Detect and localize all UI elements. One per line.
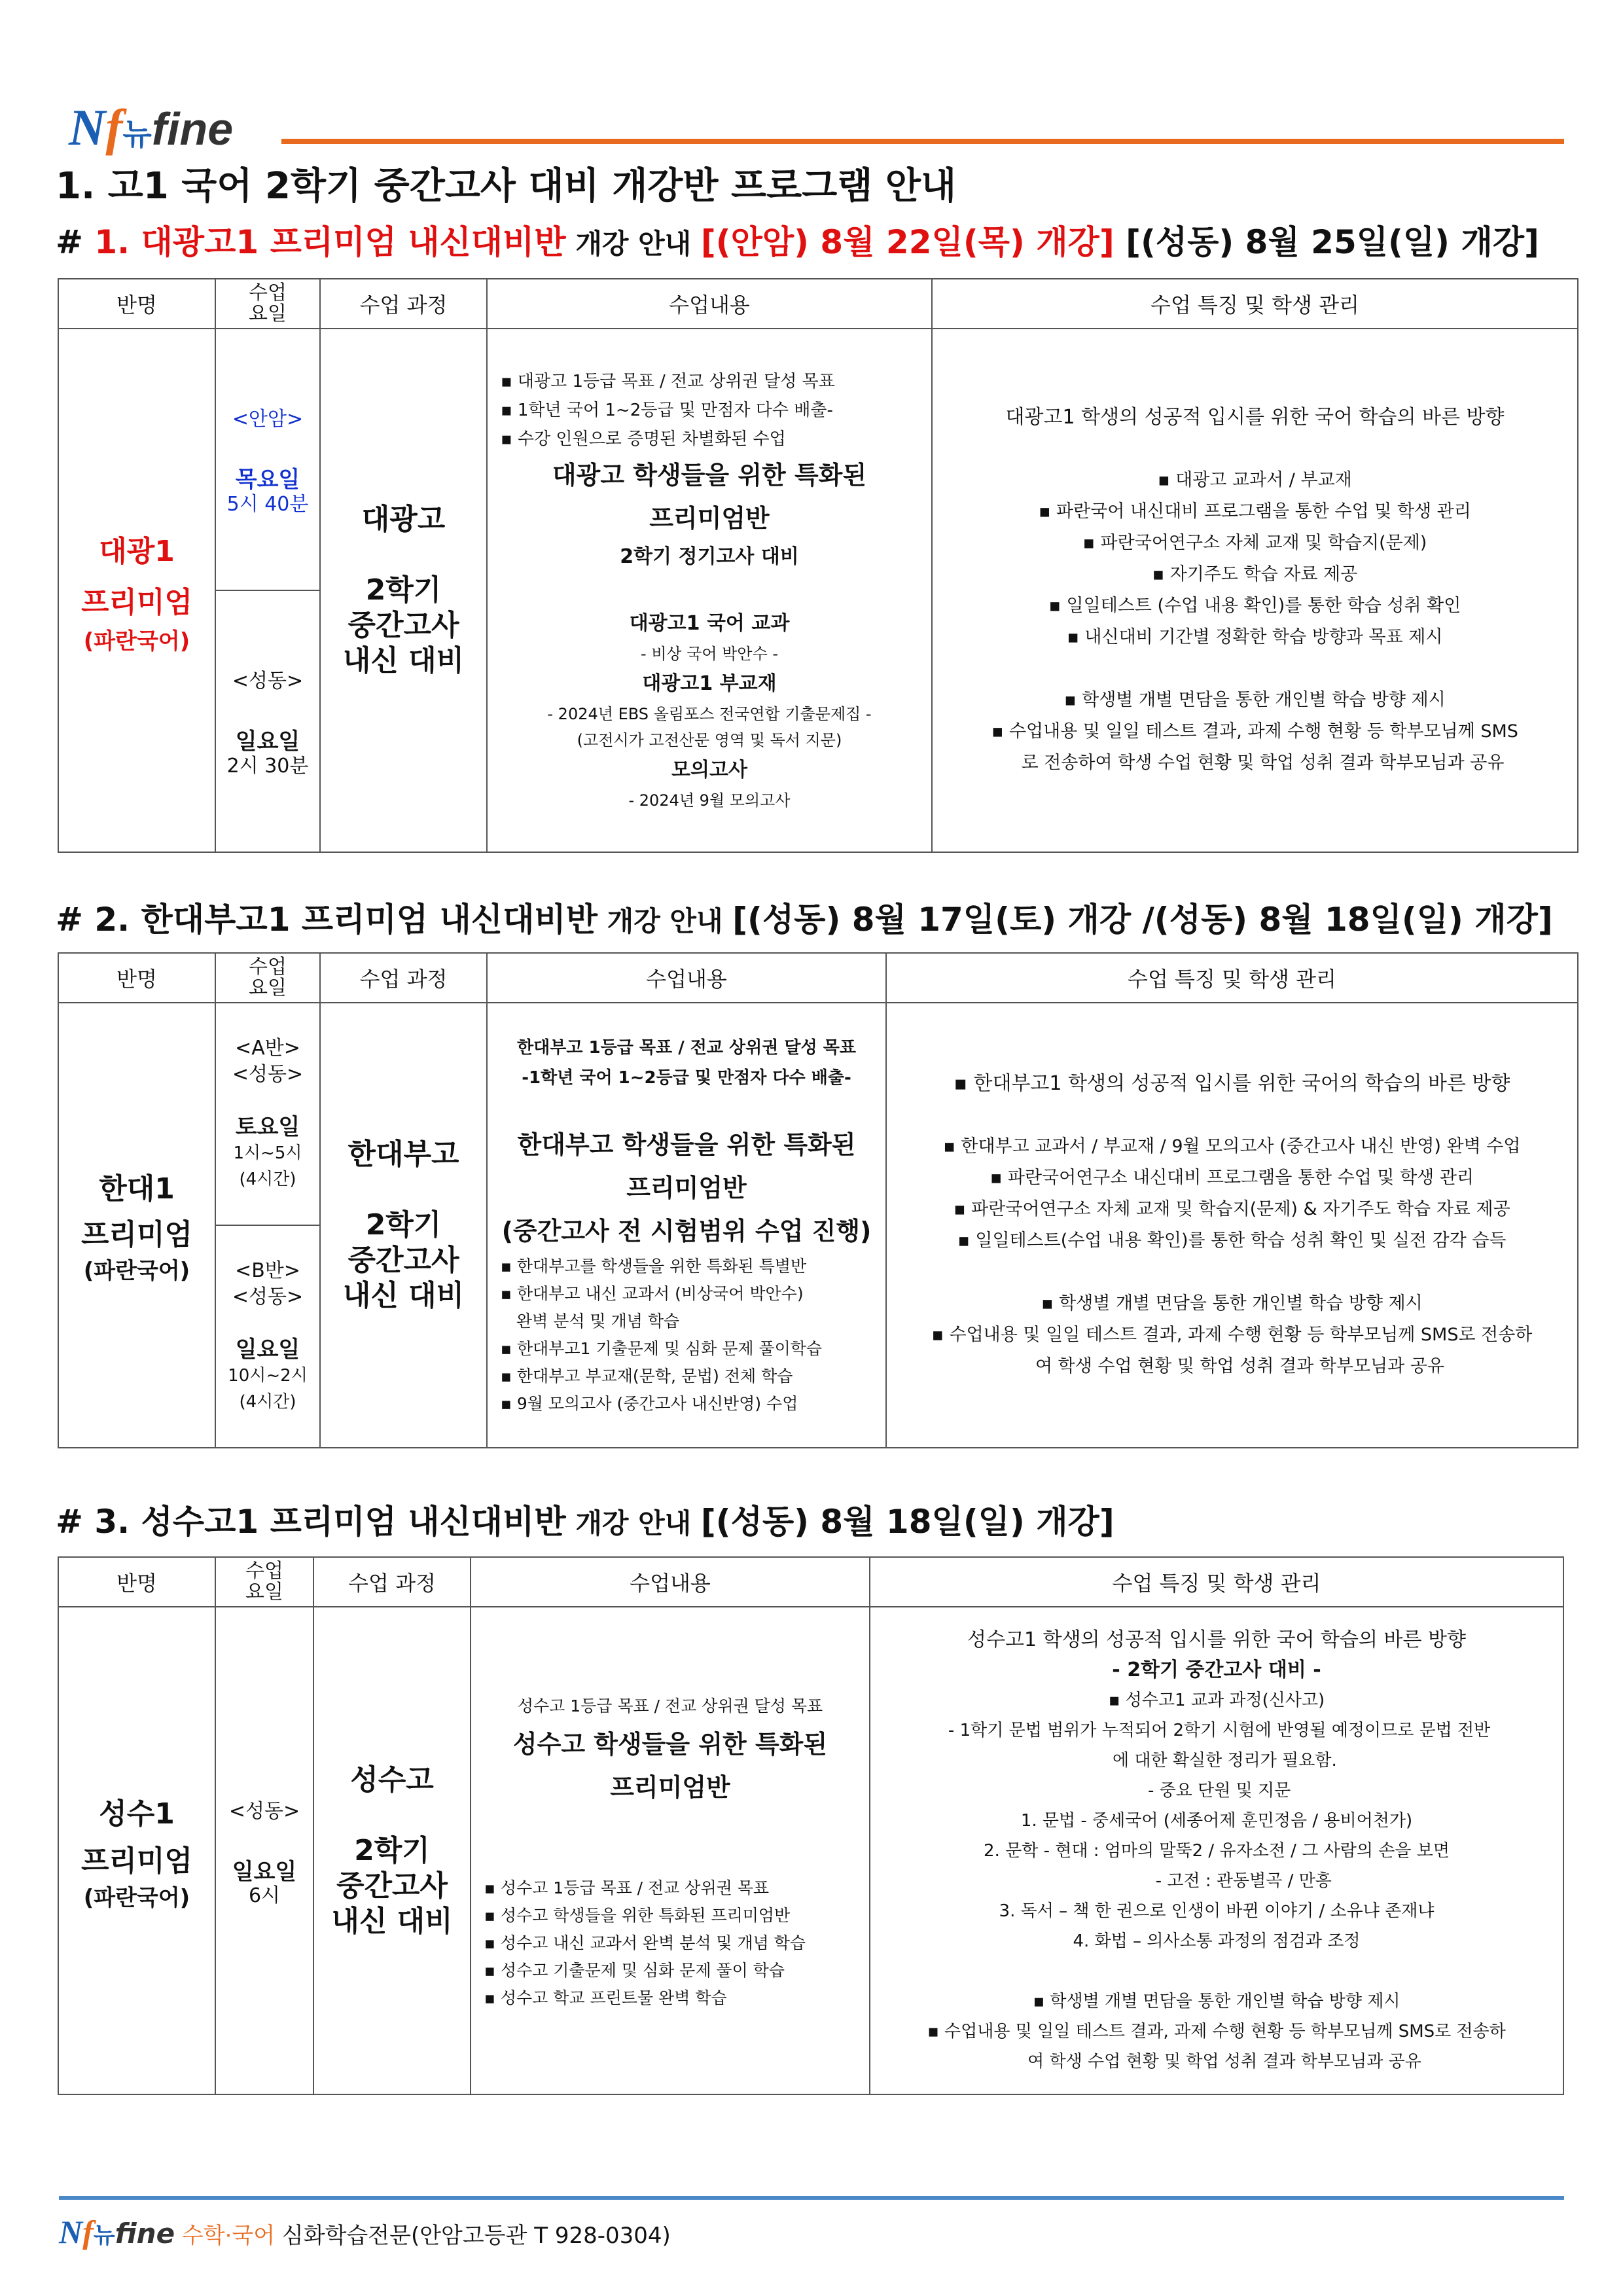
header-course: 수업 과정 <box>320 953 487 1003</box>
course-content: ▪ 대광고 1등급 목표 / 전교 상위권 달성 목표 ▪ 1학년 국어 1~2등급 및 만점자 다수 배출- ▪ 수강 인원으로 증명된 차별화된 수업 대광고 학생들을 위한 특화된 프리미엄반 2학기 정기고사 대비 대광고1 국어 교과 - 비상 국어 박안수 - 대광고1 부교재 - 2024년 EBS 올림포스 전국연합 기출문제집 - (고전시가 고전산문 영역 및 독서 지문) 모의고사 - 2024년 9월 모의고사 <box>487 329 932 852</box>
schedule-b: <B반> <성동> 일요일 10시~2시 (4시간) <box>215 1225 320 1448</box>
page-title: 1. 고1 국어 2학기 중간고사 대비 개강반 프로그램 안내 <box>56 165 957 207</box>
course-content: 한대부고 1등급 목표 / 전교 상위권 달성 목표 -1학년 국어 1~2등급 및 만점자 다수 배출- 한대부고 학생들을 위한 특화된 프리미엄반 (중간고사 전 시험범위 수업 진행) ▪ 한대부고를 학생들을 위한 특화된 특별반 ▪ 한대부고 내신 교과서 (비상국어 박안수) 완벽 분석 및 개념 학습 ▪ 한대부고1 기출문제 및 심화 문제 풀이학습 ▪ 한대부고 부교재(문학, 문법) 전체 학습 ▪ 9월 모의고사 (중간고사 내신반영) 수업 <box>487 1003 886 1448</box>
header-day: 수업 요일 <box>215 953 320 1003</box>
header-features: 수업 특징 및 학생 관리 <box>932 279 1578 329</box>
section-2-table <box>58 952 1578 1448</box>
course-name: 대광고 2학기 중간고사 내신 대비 <box>320 329 487 852</box>
header-day: 수업 요일 <box>215 279 320 329</box>
class-name: 한대1 프리미엄 (파란국어) <box>58 1003 215 1448</box>
header-divider <box>281 139 1564 144</box>
course-content: 성수고 1등급 목표 / 전교 상위권 달성 목표 성수고 학생들을 위한 특화된 프리미엄반 ▪ 성수고 1등급 목표 / 전교 상위권 목표 ▪ 성수고 학생들을 위한 특화된 프리미엄반 ▪ 성수고 내신 교과서 완벽 분석 및 개념 학습 ▪ 성수고 기출문제 및 심화 문제 풀이 학습 ▪ 성수고 학교 프린트물 완벽 학습 <box>471 1607 870 2094</box>
class-name: 대광1 프리미엄 (파란국어) <box>58 329 215 852</box>
course-features: 성수고1 학생의 성공적 입시를 위한 국어 학습의 바른 방향 - 2학기 중간고사 대비 - ▪ 성수고1 교과 과정(신사고) - 1학기 문법 범위가 누적되어 2학기 시험에 반영될 예정이므로 문법 전반 에 대한 확실한 정리가 필요함. - 중요 단원 및 지문 1. 문법 - 중세국어 (세종어제 훈민정음 / 용비어천가) 2. 문학 - 현대 : 엄마의 말뚝2 / 유자소전 / 그 사람의 손을 보면 - 고전 : 관동별곡 / 만흥 3. 독서 – 책 한 권으로 인생이 바뀐 이야기 / 소유냐 존재냐 4. 화법 – 의사소통 과정의 점검과 조정 ▪ 학생별 개별 면담을 통한 개인별 학습 방향 제시 ▪ 수업내용 및 일일 테스트 결과, 과제 수행 현황 등 학부모님께 SMS로 전송하 여 학생 수업 현황 및 학업 성취 결과 학부모님과 공유 <box>870 1607 1563 2094</box>
footer-subject: 수학·국어 <box>181 2223 276 2249</box>
section-1-table <box>58 278 1578 853</box>
schedule: <성동> 일요일 6시 <box>215 1607 313 2094</box>
course-name: 한대부고 2학기 중간고사 내신 대비 <box>320 1003 487 1448</box>
schedule-a: <안암> 목요일 5시 40분 <box>215 329 320 590</box>
section-3-title: # 3. 성수고1 프리미엄 내신대비반 개강 안내 [(성동) 8월 18일(일) 개강] <box>56 1503 1115 1541</box>
schedule-b: <성동> 일요일 2시 30분 <box>215 590 320 852</box>
class-name: 성수1 프리미엄 (파란국어) <box>58 1607 215 2094</box>
schedule-a: <A반> <성동> 토요일 1시~5시 (4시간) <box>215 1003 320 1225</box>
header-content: 수업내용 <box>471 1557 870 1607</box>
header-class: 반명 <box>58 1557 215 1607</box>
header-features: 수업 특징 및 학생 관리 <box>886 953 1578 1003</box>
header-content: 수업내용 <box>487 279 932 329</box>
header-class: 반명 <box>58 279 215 329</box>
header-course: 수업 과정 <box>313 1557 471 1607</box>
header-features: 수업 특징 및 학생 관리 <box>870 1557 1563 1607</box>
header-day: 수업 요일 <box>215 1557 313 1607</box>
course-features: ▪ 한대부고1 학생의 성공적 입시를 위한 국어의 학습의 바른 방향 ▪ 한대부고 교과서 / 부교재 / 9월 모의고사 (중간고사 내신 반영) 완벽 수업 ▪ 파란국어연구소 내신대비 프로그램을 통한 수업 및 학생 관리 ▪ 파란국어연구소 자체 교재 및 학습지(문제) & 자기주도 학습 자료 제공 ▪ 일일테스트(수업 내용 확인)를 통한 학습 성취 확인 및 실전 감각 습득 ▪ 학생별 개별 면담을 통한 개인별 학습 방향 제시 ▪ 수업내용 및 일일 테스트 결과, 과제 수행 현황 등 학부모님께 SMS로 전송하 여 학생 수업 현황 및 학업 성취 결과 학부모님과 공유 <box>886 1003 1578 1448</box>
section-1-title: # 1. 대광고1 프리미엄 내신대비반 개강 안내 [(안암) 8월 22일(목) 개강] [(성동) 8월 25일(일) 개강] <box>56 223 1539 261</box>
footer-divider <box>59 2196 1564 2200</box>
header-course: 수업 과정 <box>320 279 487 329</box>
course-name: 성수고 2학기 중간고사 내신 대비 <box>313 1607 471 2094</box>
section-2-title: # 2. 한대부고1 프리미엄 내신대비반 개강 안내 [(성동) 8월 17일(토) 개강 /(성동) 8월 18일(일) 개강] <box>56 901 1553 939</box>
section-3-table <box>58 1556 1564 2095</box>
footer: Nf뉴fine 수학·국어 심화학습전문(안암고등관 T 928-0304) <box>59 2214 671 2250</box>
footer-logo: Nf <box>59 2214 94 2250</box>
brand-logo: Nf뉴fine <box>69 99 234 156</box>
header-class: 반명 <box>58 953 215 1003</box>
footer-desc: 심화학습전문(안암고등관 T 928-0304) <box>275 2223 671 2249</box>
course-features: 대광고1 학생의 성공적 입시를 위한 국어 학습의 바른 방향 ▪ 대광고 교과서 / 부교재 ▪ 파란국어 내신대비 프로그램을 통한 수업 및 학생 관리 ▪ 파란국어연구소 자체 교재 및 학습지(문제) ▪ 자기주도 학습 자료 제공 ▪ 일일테스트 (수업 내용 확인)를 통한 학습 성취 확인 ▪ 내신대비 기간별 정확한 학습 방향과 목표 제시 ▪ 학생별 개별 면담을 통한 개인별 학습 방향 제시 ▪ 수업내용 및 일일 테스트 결과, 과제 수행 현황 등 학부모님께 SMS 로 전송하여 학생 수업 현황 및 학업 성취 결과 학부모님과 공유 <box>932 329 1578 852</box>
header-content: 수업내용 <box>487 953 886 1003</box>
